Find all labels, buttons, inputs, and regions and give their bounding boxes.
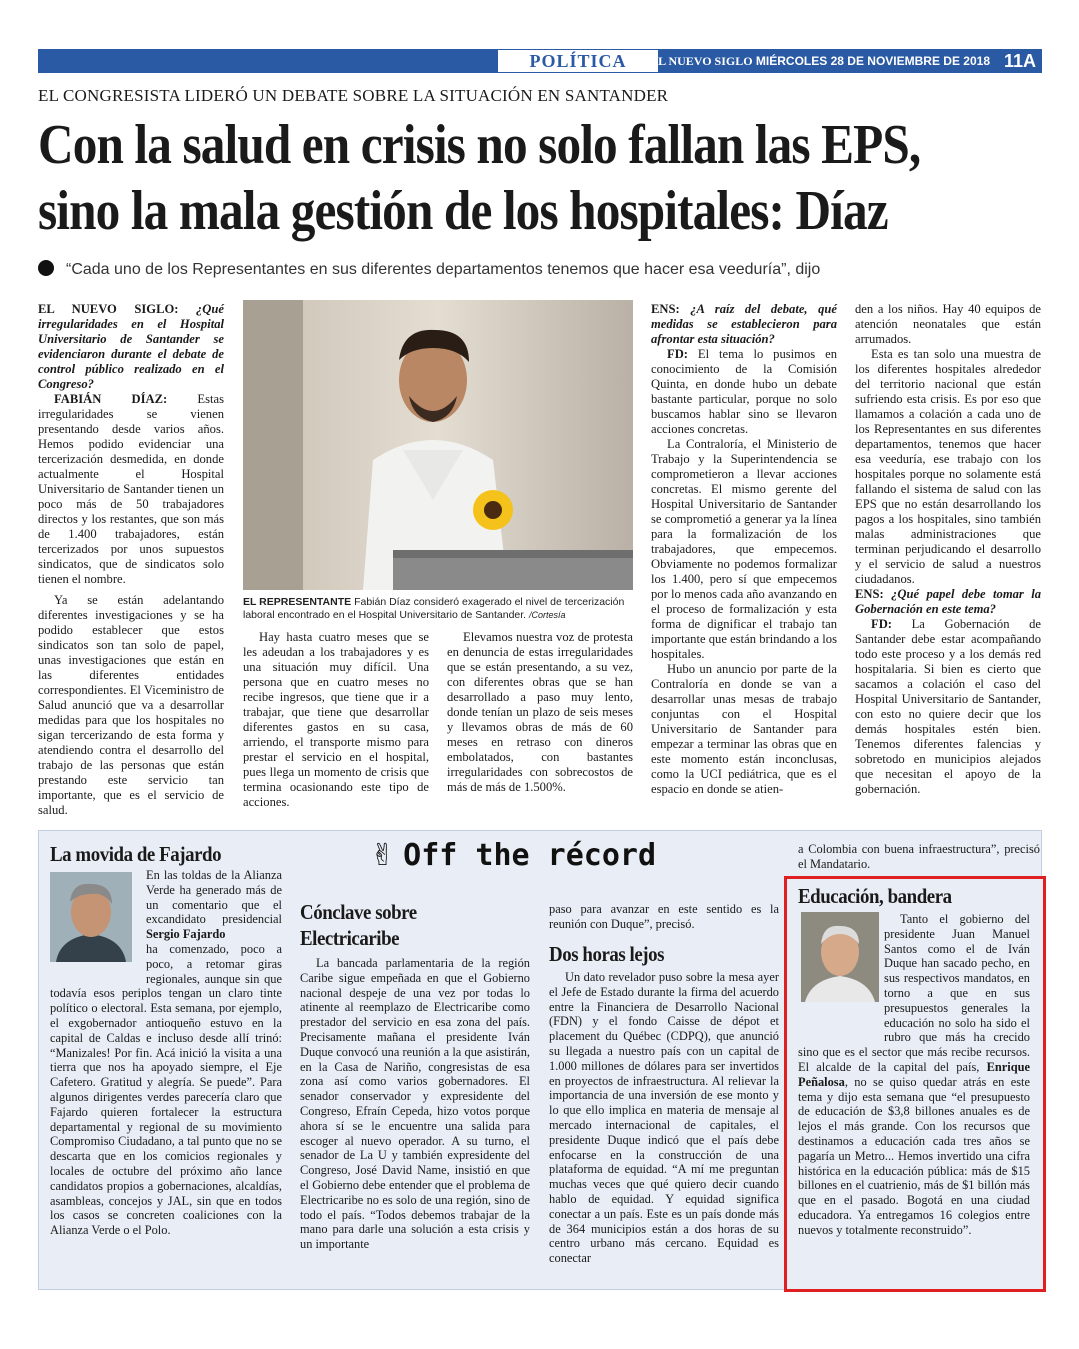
- question-text: ¿Qué irregularidades en el Hospital Universitario de Santander se evidenciaron durante el debate de control público realizado en el Congreso?: [38, 302, 224, 391]
- penalosa-name: Enrique Peñalosa: [798, 1059, 1030, 1089]
- fajardo-intro: En las toldas de la Alianza Verde ha generado más de un comentario que el excandidato presidencial: [146, 868, 282, 927]
- subhead-text: “Cada uno de los Representantes en sus diferentes departamentos tenemos que hacer esa veeduría”, dijo: [66, 261, 821, 278]
- answer-text: Estas irregularidades se vienen presentando desde varios años. Hemos podido evidenciar una tercerización desmedida, en donde actualmente el Hospital Universitario de Santander tienen un poco más de 50 trabajadores directos y los restantes, que son más de 1.400 trabajadores, están tercerizados por unos supuestos sindicatos, que de sindicatos solo tienen el nombre.: [38, 392, 224, 586]
- paragraph: Ya se están adelantando diferentes investigaciones y se ha podido establecer que estos sindicatos son tan solo de papel, unas investigaciones que están en las diferentes entidades correspondientes. El Viceministro de Salud anunció que va a desarrollar medidas para que los hospitales no sigan tercerizando de esta forma y atendiendo contra el desarrollo del trabajo de las personas que están prestando este servicio tan importante, que es el servicio de salud.: [38, 593, 224, 817]
- kicker: EL CONGRESISTA LIDERÓ UN DEBATE SOBRE LA SITUACIÓN EN SANTANDER: [38, 86, 669, 105]
- paper-name: EL NUEVO SIGLO: [650, 54, 753, 68]
- fajardo-body: [50, 942, 282, 1238]
- photo-credit: /Cortesía: [529, 610, 566, 620]
- dos-horas-paragraph: Un dato revelador puso sobre la mesa ayer el Jefe de Estado durante la firma del acuerdo entre la Financiera de Desarrollo Nacional (FDN) y el fondo Caisse de dépot et placement du Québec (CDPQ), que anunció su llegada a nuestro país con un capital de 1.000 millones de dólares para ser invertidos en proyectos de infraestructura. Al relievar la importancia de una inversión de ese monto y lo que ello implica en materia de mensaje al mercado internacional de capitales, el presidente Duque indicó que el país debe enfocarse en la construcción de una plataforma de equidad. “A mí me preguntan muchas veces que qué quiero decir cuando hablo de equidad. Y equidad significa conectar a un país. Este es un país donde más de 364 municipios están a dos horas de su centro urbano más cercano. Equidad es conectar: [549, 970, 779, 1266]
- conclave-title-line-1: Cónclave sobre: [300, 900, 417, 924]
- question-text: ¿A raíz del debate, qué medidas se establecieron para afrontar esta situación?: [651, 302, 837, 346]
- article-column-4: [651, 302, 837, 797]
- question-label: EL NUEVO SIGLO:: [38, 302, 179, 316]
- fajardo-name: Sergio Fajardo: [146, 927, 226, 942]
- paper-and-date: [650, 49, 990, 73]
- dos-horas-carry: [798, 842, 1040, 872]
- article-column-5: [855, 302, 1041, 797]
- article-column-2: [243, 630, 429, 810]
- question-label: ENS:: [651, 302, 680, 316]
- educacion-text-part-2: , no se quiso quedar atrás en este tema y dijo esta semana que “el presupuesto de educación de $3,8 billones anuales es de lejos el más grande. Con los recursos que destinamos a educación cada tres años se pagaría un Metro... Hemos invertido una cifra histórica en la educación pública: más de $15 billones en el cuatrienio, más de $1 billón más que en el pasado. Bogotá en una ciudad educadora. Ya entregamos 16 colegios entre nuevos y totalmente reconstruido”.: [798, 1074, 1030, 1237]
- paragraph: Esta es tan solo una muestra de los diferentes hospitales alrededor del territorio nacional que están sufriendo esta crisis. Es por eso que llamamos a colación a cada uno de los Representantes en sus diferentes departamentos, tenemos que hacer esa veeduría, ese trabajo con los hospitales porque no solamente está fallando el sistema de salud con las EPS que no están desarrollando los pagos a los hospitales, sino también malas administraciones que terminan perjudicando el desarrollo y el servicio de salud a nuestros ciudadanos.: [855, 347, 1041, 586]
- headline-line-2: sino la mala gestión de los hospitales: Díaz: [38, 180, 888, 242]
- photo-caption: [243, 596, 635, 622]
- fajardo-text: [50, 868, 282, 942]
- conclave-text: [300, 956, 530, 1252]
- fajardo-body-text: ha comenzado, poco a poco, a retomar giras regionales, aunque sin que todavía esos periplos tengan un claro tinte político o electoral. Esta semana, por ejemplo, el exgobernador antioqueño estuvo en la capital de Caldas e incluso desde allí trinó: “Manizales! Por fin. Acá inició la visita a una tierra que nos ha apoyado siempre, el Eje Cafetero. Gratitud y alegría. Se puede”. Para algunos dirigentes verdes parecería claro que Fajardo quieren fortalecer la estructura departamental y regional de su movimiento Compromiso Ciudadano, a tal punto que no se descarta que en los comicios regionales y locales de octubre del próximo año lance candidatos propios a gobernaciones, alcaldías, asambleas, concejos y JAL, sin que en todos los casos se concreten coaliciones con la Alianza Verde o el Polo.: [50, 942, 282, 1238]
- paragraph: La Contraloría, el Ministerio de Trabajo y la Superintendencia se comprometieron a llevar acciones concretas. El mismo gerente del Hospital Universitario de Santander se comprometió a generar ya la línea para la formalización de los trabajadores, que empecemos. Obviamente no podemos formalizar los 1.400, pero sí que empecemos por lo menos cada año avanzando en el proceso de formalización y esta forma de dignificar el trabajo tan importante que están brindando a los hospitales.: [651, 437, 837, 661]
- answer-label: FD:: [667, 347, 688, 361]
- paragraph: den a los niños. Hay 40 equipos de atención neonatales que están arrumados.: [855, 302, 1041, 346]
- headline: [38, 112, 927, 244]
- dos-horas-carry-text: a Colombia con buena infraestructura”, precisó el Mandatario.: [798, 842, 1040, 871]
- educacion-text: [798, 912, 1030, 1238]
- article-photo: [243, 300, 633, 590]
- answer-label: FD:: [871, 617, 892, 631]
- fajardo-title: La movida de Fajardo: [50, 842, 222, 866]
- headline-line-1: Con la salud en crisis no solo fallan las EPS,: [38, 114, 921, 176]
- conclave-carry: [549, 902, 779, 932]
- page-number: 11A: [1003, 51, 1036, 71]
- conclave-title-line-2: Electricaribe: [300, 926, 400, 950]
- peace-hand-icon: ✌: [370, 838, 396, 873]
- paragraph: Hay hasta cuatro meses que se les adeudan a los trabajadores y es una situación muy difícil. Una persona que en cuatro meses no recibe ingresos, que tiene que ir a trabajar, que tiene que desarrollar diferentes gastos en su casa, arriendo, el transporte mismo para prestar el servicio en el hospital, pues llega un momento de crisis que termina ocasionando este tipo de acciones.: [243, 630, 429, 809]
- article-column-3: [447, 630, 633, 795]
- fajardo-paragraph: [50, 868, 282, 942]
- section-header-bar: [38, 49, 1042, 73]
- answer-text: El tema lo pusimos en conocimiento de la Comisión Quinta, en donde hubo un debate bastante particular, porque no solo buscamos hablar sino se llevaron acciones concretas.: [651, 347, 837, 436]
- subhead: [38, 260, 820, 279]
- paragraph: Hubo un anuncio por parte de la Contraloría en donde se van a desarrollar unas mesas de trabajo conjuntas con el Hospital Universitario de Santander para empezar a terminar las obras que en este momento están inconclusas, como la UCI pediátrica, que es el espacio en donde se atien-: [651, 662, 837, 796]
- off-the-record-title: [370, 838, 656, 873]
- caption-text: Fabián Díaz consideró exagerado el nivel de tercerización laboral encontrado en el Hospital Universitario de Santander.: [243, 596, 625, 621]
- answer-label: FABIÁN DÍAZ:: [54, 392, 168, 406]
- speaker-photo-illustration: [243, 300, 633, 590]
- dos-horas-title: Dos horas lejos: [549, 942, 665, 966]
- educacion-title: Educación, bandera: [798, 884, 952, 908]
- bullet-icon: [38, 260, 54, 276]
- answer-text: La Gobernación de Santander debe estar acompañando todo este proceso y a los demás red hospitalaria. Si bien es cierto que sacamos a colación el caso del Hospital Universitario de Santander, con esto no quiere decir que los demás hospitales estén bien. Tenemos diferentes falencias y sobretodo en municipios alejados que necesitan el apoyo de la gobernación.: [855, 617, 1041, 796]
- article-column-1: [38, 302, 224, 818]
- conclave-carry-text: paso para avanzar en este sentido es la reunión con Duque”, precisó.: [549, 902, 779, 931]
- caption-label: EL REPRESENTANTE: [243, 596, 352, 608]
- question-label: ENS:: [855, 587, 884, 601]
- question-text: ¿Qué papel debe tomar la Gobernación en este tema?: [855, 587, 1042, 616]
- educacion-text-part-1: Tanto el gobierno del presidente Juan Manuel Santos como el de Iván Duque han sacado pecho, en sus respectivos mandatos, en torno a que en sus presupuestos generales la educación no solo ha sido el rubro que más ha crecido sino que es el sector que más recibe recursos. El alcalde de la capital del país,: [798, 912, 1030, 1074]
- dos-horas-text: [549, 970, 779, 1266]
- conclave-paragraph: La bancada parlamentaria de la región Caribe sigue empeñada en que el Gobierno nacional despeje de una vez por todas lo atinente al reemplazo de Electricaribe como prestador del servicio en esa zona del país. Precisamente mañana el presidente Iván Duque convocó una reunión a la que asistirán, en la Casa de Nariño, congresistas de esa zona así como varios gobernadores. El senador conservador y expresidente del Congreso, Efraín Cepeda, hizo votos porque ahora sí se le encuentre una salida para escoger al nuevo operador. A su turno, el senador de La U y también expresidente del Congreso, José David Name, insistió en que el Gobierno debe entender que el problema de Electricaribe no es solo de una región, sino de todo el país. “Todos debemos trabajar de la mano para darle una solución a esta crisis y un importante: [300, 956, 530, 1252]
- off-the-record-heading: Off the récord: [403, 838, 657, 873]
- section-name: POLÍTICA: [498, 50, 658, 72]
- paragraph: Elevamos nuestra voz de protesta en denuncia de estas irregularidades que se están presentando, a su vez, con diferentes obras que se han desarrollado a paso muy lento, donde tenían un plazo de seis meses y llevamos obras de más de 60 meses en retraso con dineros embolatados, con bastantes irregularidades con sobrecostos de más de más de 1.500%.: [447, 630, 633, 794]
- issue-date: MIÉRCOLES 28 DE NOVIEMBRE DE 2018: [755, 54, 990, 68]
